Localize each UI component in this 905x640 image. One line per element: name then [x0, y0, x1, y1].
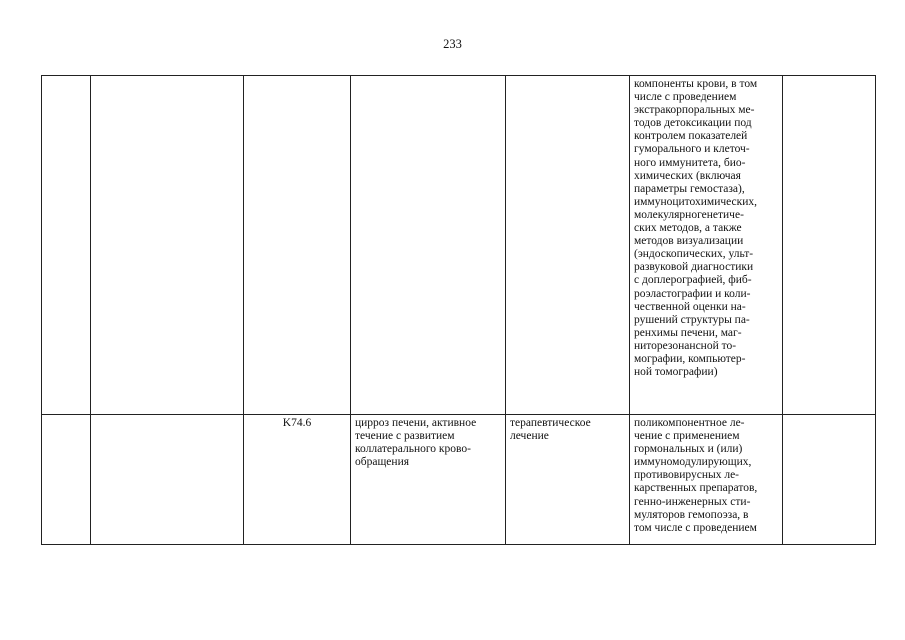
cell-code	[244, 76, 351, 415]
cell-number	[42, 415, 91, 545]
cell-treatment-type	[506, 76, 630, 415]
cell-diagnosis: цирроз печени, активное течение с развитием коллатерального крово- обращения	[351, 415, 506, 545]
cell-cost	[783, 76, 876, 415]
cell-diagnosis	[351, 76, 506, 415]
cell-code: K74.6	[244, 415, 351, 545]
cell-care-type	[91, 415, 244, 545]
medical-care-table	[41, 75, 876, 545]
page-number: 233	[443, 37, 462, 51]
cell-cost	[783, 415, 876, 545]
cell-number	[42, 76, 91, 415]
table-row	[42, 76, 876, 415]
cell-method: поликомпонентное ле- чение с применением гормональных и (или) иммуномодулирующих, противовирусных ле- карственных препаратов, генно-инженерных сти- муляторов гемопоэза, в том числе с проведением	[630, 415, 783, 545]
table-row	[42, 415, 876, 545]
cell-care-type	[91, 76, 244, 415]
cell-method: компоненты крови, в том числе с проведением экстракорпоральных ме- тодов детоксикации под контролем показателей гуморального и клеточ- ного иммунитета, био- химических (включая параметры гемостаза), иммуноцитохимических, молекулярногенетиче- ских методов, а также методов визуализации (эндоскопических, ульт- развуковой диагностики с доплерографией, фиб- роэластографии и коли- чественной оценки на- рушений структуры па- ренхимы печени, маг- ниторезонансной то- мографии, компьютер- ной томографии)	[630, 76, 783, 415]
cell-treatment-type: терапевтическое лечение	[506, 415, 630, 545]
